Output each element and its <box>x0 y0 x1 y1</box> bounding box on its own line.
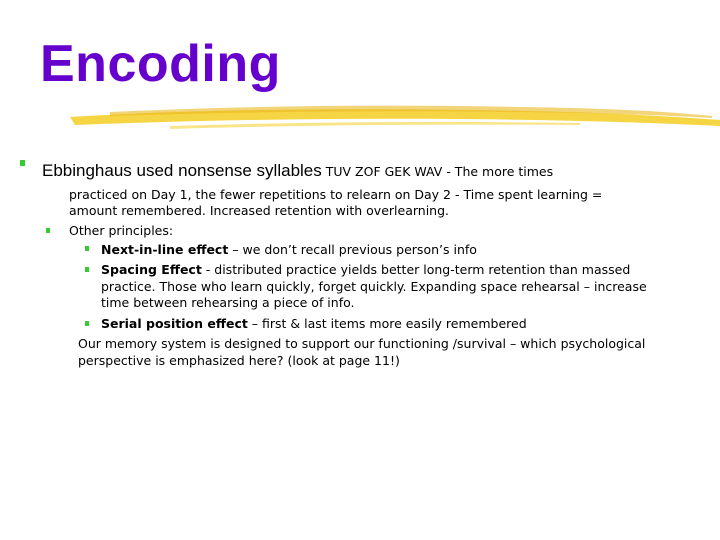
next-in-line-item <box>101 242 477 258</box>
serial-position-desc: – first & last items more easily remembered <box>247 316 527 331</box>
ebbinghaus-lead: Ebbinghaus used nonsense syllables <box>42 161 322 180</box>
ebbinghaus-tail: TUV ZOF GEK WAV - The more times <box>321 164 554 179</box>
sub-bullet-marker <box>85 321 89 326</box>
slide-title: Encoding <box>40 35 281 93</box>
title-underline-brush <box>0 0 720 140</box>
spacing-effect-desc: - distributed practice yields better long-term retention than massed <box>201 262 631 277</box>
spacing-effect-line-2: practice. Those who learn quickly, forget quickly. Expanding space rehearsal – increase <box>101 279 647 294</box>
serial-position-item <box>101 316 527 332</box>
closing-line-1: Our memory system is designed to support our functioning /survival – which psychological <box>78 336 646 351</box>
spacing-effect-term: Spacing Effect <box>101 262 202 277</box>
other-principles-label: Other principles: <box>69 223 174 238</box>
closing-line-2: perspective is emphasized here? (look at page 11!) <box>78 353 400 368</box>
bullet-marker <box>46 228 50 233</box>
ebbinghaus-line-1 <box>42 163 553 180</box>
bullet-marker <box>20 160 25 166</box>
spacing-effect-line-3: time between rehearsing a piece of info. <box>101 295 355 310</box>
ebbinghaus-line-3: amount remembered. Increased retention with overlearning. <box>69 203 449 218</box>
ebbinghaus-line-2: practiced on Day 1, the fewer repetitions to relearn on Day 2 - Time spent learning = <box>69 187 603 202</box>
serial-position-term: Serial position effect <box>101 316 248 331</box>
next-in-line-term: Next-in-line effect <box>101 242 229 257</box>
sub-bullet-marker <box>85 246 89 251</box>
spacing-effect-item <box>101 262 630 278</box>
next-in-line-desc: – we don’t recall previous person’s info <box>228 242 477 257</box>
sub-bullet-marker <box>85 267 89 272</box>
